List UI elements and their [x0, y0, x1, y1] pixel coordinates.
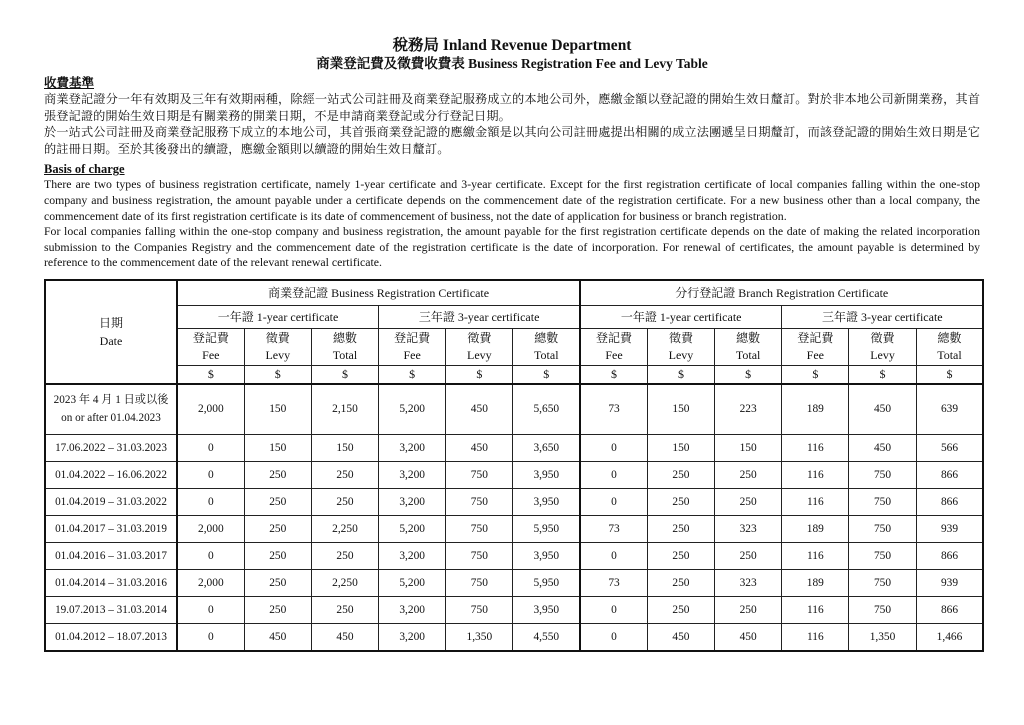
amount-cell: 189 [782, 569, 849, 596]
levy-column-header [446, 328, 513, 365]
fee-column-header [580, 328, 647, 365]
amount-cell: 866 [916, 596, 983, 623]
amount-cell: 1,350 [446, 623, 513, 651]
total-header-en: Total [332, 347, 358, 362]
table-row [45, 623, 983, 651]
levy-header-en: Levy [265, 347, 291, 362]
amount-cell: 2,150 [311, 384, 378, 435]
date-range: 01.04.2016 – 31.03.2017 [55, 549, 167, 562]
amount-cell: 639 [916, 384, 983, 435]
amount-cell: 3,200 [379, 596, 446, 623]
currency-symbol: $ [715, 365, 782, 384]
date-range: 01.04.2017 – 31.03.2019 [55, 522, 167, 535]
total-column-header [916, 328, 983, 365]
amount-cell: 0 [177, 623, 244, 651]
table-row [45, 434, 983, 461]
amount-cell: 750 [446, 461, 513, 488]
amount-cell: 150 [244, 434, 311, 461]
amount-cell: 3,200 [379, 434, 446, 461]
amount-cell: 0 [177, 542, 244, 569]
table-row [45, 515, 983, 542]
amount-cell: 323 [715, 569, 782, 596]
amount-cell: 750 [849, 515, 916, 542]
levy-header-en: Levy [467, 347, 492, 362]
amount-cell: 750 [849, 488, 916, 515]
fee-levy-table [44, 279, 984, 652]
table-row [45, 542, 983, 569]
levy-header-zh: 徵費 [265, 330, 290, 345]
table-row [45, 384, 983, 435]
amount-cell: 450 [647, 623, 714, 651]
br-3year-header: 三年證 3-year certificate [379, 305, 581, 328]
amount-cell: 250 [715, 488, 782, 515]
total-header-zh: 總數 [332, 330, 357, 345]
amount-cell: 73 [580, 515, 647, 542]
amount-cell: 73 [580, 569, 647, 596]
date-header-en: Date [99, 333, 123, 348]
amount-cell: 2,000 [177, 384, 244, 435]
amount-cell: 189 [782, 384, 849, 435]
fee-header-en: Fee [202, 347, 220, 362]
levy-column-header [647, 328, 714, 365]
amount-cell: 2,250 [311, 515, 378, 542]
amount-cell: 750 [446, 515, 513, 542]
amount-cell: 0 [177, 488, 244, 515]
amount-cell: 3,200 [379, 542, 446, 569]
amount-cell: 750 [446, 596, 513, 623]
amount-cell: 566 [916, 434, 983, 461]
zh-section-heading: 收費基準 [44, 76, 95, 90]
amount-cell: 450 [244, 623, 311, 651]
amount-cell: 250 [647, 515, 714, 542]
currency-symbol: $ [580, 365, 647, 384]
currency-symbol: $ [849, 365, 916, 384]
amount-cell: 116 [782, 596, 849, 623]
en-section-heading: Basis of charge [44, 162, 125, 177]
br-certificate-group-header: 商業登記證 Business Registration Certificate [177, 280, 580, 306]
en-paragraph-2: For local companies falling within the one-stop company and business registration, the amount payable for the first registration certificate depends on the date of making the related incorporation submission to the Companies Registry and the commencement date of the registration certificate is the date of incorporation. For renewal of certificates, the amount payable is determined by reference to the commencement date of the relevant renewal certificate. [44, 224, 980, 270]
date-cell [45, 515, 177, 542]
amount-cell: 323 [715, 515, 782, 542]
currency-symbol: $ [916, 365, 983, 384]
amount-cell: 223 [715, 384, 782, 435]
amount-cell: 250 [311, 542, 378, 569]
total-header-zh: 總數 [534, 330, 559, 345]
amount-cell: 866 [916, 461, 983, 488]
amount-cell: 5,200 [379, 515, 446, 542]
amount-cell: 450 [849, 384, 916, 435]
amount-cell: 3,950 [513, 542, 580, 569]
currency-symbol: $ [647, 365, 714, 384]
date-range: 01.04.2014 – 31.03.2016 [55, 576, 167, 589]
fee-column-header [782, 328, 849, 365]
amount-cell: 5,650 [513, 384, 580, 435]
date-cell [45, 461, 177, 488]
fee-header-zh: 登記費 [394, 330, 431, 345]
amount-cell: 150 [647, 434, 714, 461]
date-range: 01.04.2019 – 31.03.2022 [55, 495, 167, 508]
amount-cell: 450 [446, 434, 513, 461]
amount-cell: 3,950 [513, 596, 580, 623]
amount-cell: 2,250 [311, 569, 378, 596]
total-column-header [715, 328, 782, 365]
fee-header-en: Fee [806, 347, 824, 362]
amount-cell: 5,200 [379, 569, 446, 596]
amount-cell: 150 [647, 384, 714, 435]
date-en: on or after 01.04.2023 [61, 412, 161, 425]
date-cell [45, 569, 177, 596]
date-zh: 2023 年 4 月 1 日或以後 [53, 394, 169, 407]
table-row [45, 569, 983, 596]
amount-cell: 150 [244, 384, 311, 435]
amount-cell: 750 [849, 569, 916, 596]
page-subtitle: 商業登記費及徵費收費表 Business Registration Fee and Levy Table [316, 56, 708, 71]
levy-header-en: Levy [668, 347, 694, 362]
branch-3year-header: 三年證 3-year certificate [782, 305, 984, 328]
amount-cell: 73 [580, 384, 647, 435]
date-cell [45, 488, 177, 515]
fee-header-en: Fee [605, 347, 623, 362]
levy-column-header [849, 328, 916, 365]
amount-cell: 250 [244, 596, 311, 623]
amount-cell: 1,350 [849, 623, 916, 651]
total-header-zh: 總數 [937, 330, 962, 345]
amount-cell: 866 [916, 488, 983, 515]
amount-cell: 0 [580, 623, 647, 651]
amount-cell: 250 [647, 569, 714, 596]
fee-header-zh: 登記費 [596, 330, 633, 345]
amount-cell: 0 [580, 461, 647, 488]
amount-cell: 116 [782, 488, 849, 515]
amount-cell: 750 [446, 569, 513, 596]
date-range: 01.04.2012 – 18.07.2013 [55, 630, 167, 643]
currency-symbol: $ [513, 365, 580, 384]
levy-column-header [244, 328, 311, 365]
table-row [45, 596, 983, 623]
fee-column-header [177, 328, 244, 365]
total-column-header [311, 328, 378, 365]
date-range: 19.07.2013 – 31.03.2014 [55, 603, 167, 616]
fee-header-zh: 登記費 [797, 330, 834, 345]
zh-paragraph-2: 於一站式公司註冊及商業登記服務下成立的本地公司，其首張商業登記證的應繳金額是以其向公司註冊處提出相關的成立法團遞呈日期釐訂，而該登記證的開始生效日期是它的註冊日期。至於其後發出的續證，應繳金額則以續證的開始生效日釐訂。 [44, 125, 980, 156]
amount-cell: 116 [782, 461, 849, 488]
amount-cell: 250 [311, 461, 378, 488]
branch-1year-header: 一年證 1-year certificate [580, 305, 782, 328]
amount-cell: 0 [580, 542, 647, 569]
date-column-header [45, 280, 177, 384]
total-header-zh: 總數 [736, 330, 761, 345]
levy-header-en: Levy [870, 347, 895, 362]
total-header-en: Total [735, 347, 761, 362]
amount-cell: 3,200 [379, 623, 446, 651]
amount-cell: 150 [715, 434, 782, 461]
currency-symbol: $ [379, 365, 446, 384]
amount-cell: 250 [647, 596, 714, 623]
amount-cell: 4,550 [513, 623, 580, 651]
date-range: 01.04.2022 – 16.06.2022 [55, 468, 167, 481]
total-column-header [513, 328, 580, 365]
amount-cell: 250 [647, 488, 714, 515]
levy-header-zh: 徵費 [870, 330, 895, 345]
amount-cell: 250 [647, 461, 714, 488]
amount-cell: 750 [849, 461, 916, 488]
br-1year-header: 一年證 1-year certificate [177, 305, 379, 328]
amount-cell: 0 [580, 488, 647, 515]
total-header-en: Total [534, 347, 559, 362]
fee-header-en: Fee [403, 347, 421, 362]
amount-cell: 939 [916, 569, 983, 596]
amount-cell: 3,950 [513, 488, 580, 515]
total-header-en: Total [937, 347, 962, 362]
date-cell [45, 384, 177, 435]
amount-cell: 250 [715, 461, 782, 488]
amount-cell: 250 [311, 488, 378, 515]
amount-cell: 250 [244, 461, 311, 488]
amount-cell: 750 [849, 542, 916, 569]
table-row [45, 461, 983, 488]
amount-cell: 750 [446, 488, 513, 515]
amount-cell: 250 [715, 596, 782, 623]
amount-cell: 116 [782, 542, 849, 569]
amount-cell: 750 [446, 542, 513, 569]
amount-cell: 450 [311, 623, 378, 651]
amount-cell: 0 [177, 461, 244, 488]
amount-cell: 1,466 [916, 623, 983, 651]
fee-header-zh: 登記費 [192, 330, 229, 345]
date-cell [45, 596, 177, 623]
levy-header-zh: 徵費 [467, 330, 492, 345]
amount-cell: 0 [580, 434, 647, 461]
amount-cell: 0 [177, 596, 244, 623]
page-title: 稅務局 Inland Revenue Department [392, 37, 632, 54]
date-range: 17.06.2022 – 31.03.2023 [55, 441, 167, 454]
currency-symbol: $ [177, 365, 244, 384]
date-header-zh: 日期 [98, 315, 123, 330]
fee-column-header [379, 328, 446, 365]
amount-cell: 250 [715, 542, 782, 569]
amount-cell: 5,200 [379, 384, 446, 435]
branch-certificate-group-header: 分行登記證 Branch Registration Certificate [580, 280, 983, 306]
amount-cell: 450 [715, 623, 782, 651]
amount-cell: 3,650 [513, 434, 580, 461]
amount-cell: 939 [916, 515, 983, 542]
amount-cell: 250 [244, 542, 311, 569]
amount-cell: 3,200 [379, 461, 446, 488]
amount-cell: 116 [782, 623, 849, 651]
en-paragraph-1: There are two types of business registration certificate, namely 1-year certificate and 3-year certificate. Except for the first registration certificate of local companies falling within the one-stop company and business registration, the amount payable under a certificate depends on the commencement date of the registration certificate. For a new business other than a local company, the commencement date of its first registration certificate is its date of commencement of business, not the date of application for business or branch registration. [44, 177, 980, 223]
amount-cell: 3,200 [379, 488, 446, 515]
currency-symbol: $ [782, 365, 849, 384]
currency-symbol: $ [311, 365, 378, 384]
amount-cell: 116 [782, 434, 849, 461]
currency-symbol: $ [446, 365, 513, 384]
amount-cell: 2,000 [177, 515, 244, 542]
amount-cell: 250 [244, 488, 311, 515]
amount-cell: 5,950 [513, 569, 580, 596]
amount-cell: 150 [311, 434, 378, 461]
amount-cell: 2,000 [177, 569, 244, 596]
amount-cell: 450 [849, 434, 916, 461]
amount-cell: 0 [177, 434, 244, 461]
currency-symbol: $ [244, 365, 311, 384]
amount-cell: 3,950 [513, 461, 580, 488]
amount-cell: 250 [244, 569, 311, 596]
table-row [45, 488, 983, 515]
amount-cell: 0 [580, 596, 647, 623]
amount-cell: 250 [244, 515, 311, 542]
amount-cell: 250 [647, 542, 714, 569]
levy-header-zh: 徵費 [668, 330, 693, 345]
date-cell [45, 623, 177, 651]
amount-cell: 866 [916, 542, 983, 569]
amount-cell: 450 [446, 384, 513, 435]
date-cell [45, 542, 177, 569]
zh-paragraph-1: 商業登記證分一年有效期及三年有效期兩種，除經一站式公司註冊及商業登記服務成立的本地公司外，應繳金額以登記證的開始生效日釐訂。對於非本地公司新開業務，其首張登記證的開始生效日期是有關業務的開業日期，不是申請商業登記或分行登記日期。 [44, 92, 980, 123]
date-cell [45, 434, 177, 461]
amount-cell: 5,950 [513, 515, 580, 542]
amount-cell: 250 [311, 596, 378, 623]
amount-cell: 750 [849, 596, 916, 623]
amount-cell: 189 [782, 515, 849, 542]
